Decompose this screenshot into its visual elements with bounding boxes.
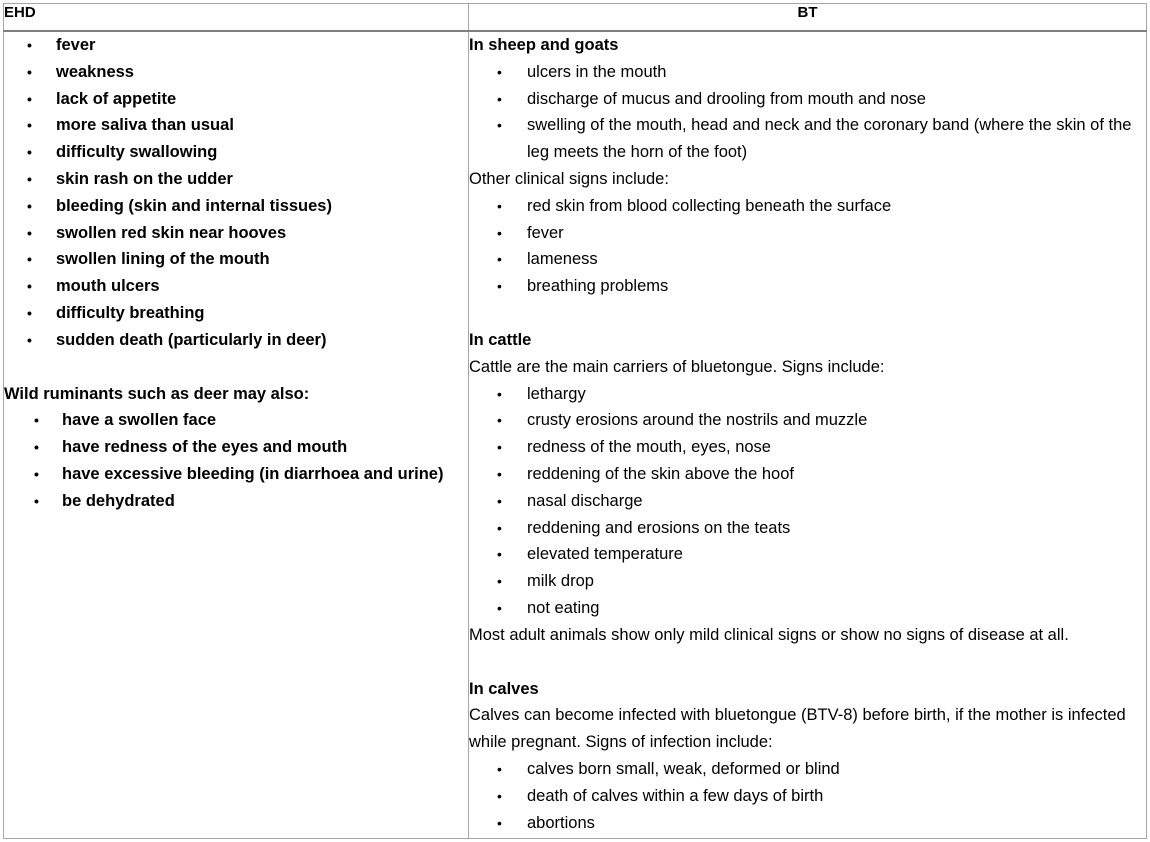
spacer (4, 354, 468, 381)
bullet-icon: • (497, 760, 502, 777)
list-item-text: elevated temperature (527, 545, 683, 564)
list-item-text: abortions (527, 813, 595, 832)
ehd-wild-signs-list (4, 407, 468, 514)
list-item (4, 86, 468, 113)
list-item-text: sudden death (particularly in deer) (56, 330, 327, 349)
bullet-icon: • (27, 224, 32, 241)
list-item-text: difficulty swallowing (56, 143, 218, 162)
bt-cattle-signs-list (469, 381, 1146, 622)
list-item (4, 246, 468, 273)
bullet-icon: • (27, 144, 32, 161)
list-item-text: not eating (527, 598, 600, 617)
bullet-icon: • (497, 465, 502, 482)
list-item (469, 434, 1146, 461)
list-item (469, 407, 1146, 434)
list-item (469, 193, 1146, 220)
list-item (469, 112, 1146, 166)
bullet-icon: • (34, 439, 39, 456)
bullet-icon: • (27, 90, 32, 107)
bt-cell (469, 31, 1147, 839)
bullet-icon: • (497, 787, 502, 804)
bullet-icon: • (27, 170, 32, 187)
bullet-icon: • (497, 278, 502, 295)
list-item (469, 86, 1146, 113)
list-item-text: redness of the mouth, eyes, nose (527, 438, 771, 457)
list-item-text: red skin from blood collecting beneath the surface (527, 196, 892, 215)
spacer (469, 649, 1146, 676)
bullet-icon: • (497, 439, 502, 456)
bullet-icon: • (27, 63, 32, 80)
content-row (4, 31, 1147, 839)
list-item (469, 461, 1146, 488)
list-item-text: discharge of mucus and drooling from mouth and nose (527, 89, 926, 108)
list-item (469, 783, 1146, 810)
list-item-text: reddening and erosions on the teats (527, 518, 791, 537)
list-item (469, 59, 1146, 86)
list-item-text: mouth ulcers (56, 277, 160, 296)
bt-calves-signs-list (469, 756, 1146, 836)
bullet-icon: • (27, 331, 32, 348)
list-item-text: difficulty breathing (56, 303, 205, 322)
bullet-icon: • (27, 304, 32, 321)
list-item-text: ulcers in the mouth (527, 62, 667, 81)
list-item-text: breathing problems (527, 277, 669, 296)
bullet-icon: • (27, 278, 32, 295)
list-item (4, 193, 468, 220)
list-item (4, 139, 468, 166)
symptoms-table (3, 3, 1147, 839)
header-bt: BT (469, 4, 1147, 32)
list-item (469, 220, 1146, 247)
list-item (4, 461, 468, 488)
bullet-icon: • (497, 519, 502, 536)
ehd-signs-list (4, 32, 468, 354)
bullet-icon: • (497, 197, 502, 214)
list-item-text: swollen red skin near hooves (56, 223, 287, 242)
list-item-text: lameness (527, 250, 598, 269)
list-item-text: calves born small, weak, deformed or blind (527, 759, 840, 778)
list-item-text: more saliva than usual (56, 116, 234, 135)
bt-calves-intro: Calves can become infected with bluetongue (BTV-8) before birth, if the mother is infected while pregnant. Signs of infection include: (469, 706, 1126, 752)
list-item-text: bleeding (skin and internal tissues) (56, 196, 332, 215)
bullet-icon: • (497, 224, 502, 241)
list-item-text: have excessive bleeding (in diarrhoea and urine) (62, 464, 444, 483)
list-item (4, 166, 468, 193)
bt-sheep-other-intro: Other clinical signs include: (469, 169, 669, 188)
bullet-icon: • (497, 599, 502, 616)
list-item-text: skin rash on the udder (56, 169, 233, 188)
list-item (469, 810, 1146, 837)
header-row (4, 4, 1147, 32)
list-item (469, 515, 1146, 542)
list-item-text: crusty erosions around the nostrils and muzzle (527, 411, 868, 430)
bullet-icon: • (27, 197, 32, 214)
bullet-icon: • (497, 492, 502, 509)
bt-cattle-intro: Cattle are the main carriers of bluetongue. Signs include: (469, 357, 885, 376)
bullet-icon: • (497, 63, 502, 80)
bullet-icon: • (497, 385, 502, 402)
list-item-text: reddening of the skin above the hoof (527, 464, 794, 483)
list-item-text: weakness (56, 62, 134, 81)
list-item-text: have a swollen face (62, 411, 217, 430)
list-item (469, 541, 1146, 568)
spacer (469, 300, 1146, 327)
bullet-icon: • (27, 251, 32, 268)
list-item-text: lack of appetite (56, 89, 177, 108)
bt-cattle-heading: In cattle (469, 330, 532, 349)
ehd-wild-intro: Wild ruminants such as deer may also: (4, 384, 310, 403)
list-item-text: swollen lining of the mouth (56, 250, 270, 269)
bullet-icon: • (497, 412, 502, 429)
bullet-icon: • (497, 573, 502, 590)
list-item (469, 488, 1146, 515)
list-item (4, 434, 468, 461)
bullet-icon: • (27, 37, 32, 53)
bullet-icon: • (34, 492, 39, 509)
list-item-text: lethargy (527, 384, 586, 403)
bullet-icon: • (497, 90, 502, 107)
list-item (4, 112, 468, 139)
list-item-text: be dehydrated (62, 491, 175, 510)
list-item-text: fever (56, 36, 96, 54)
list-item (4, 59, 468, 86)
bullet-icon: • (27, 117, 32, 134)
bullet-icon: • (497, 546, 502, 563)
list-item (4, 488, 468, 515)
list-item (469, 568, 1146, 595)
bt-sheep-signs-list (469, 59, 1146, 166)
list-item-text: death of calves within a few days of birth (527, 786, 824, 805)
list-item-text: fever (527, 223, 564, 242)
list-item (469, 246, 1146, 273)
list-item (469, 756, 1146, 783)
list-item (469, 595, 1146, 622)
bt-cattle-note: Most adult animals show only mild clinical signs or show no signs of disease at all. (469, 625, 1069, 644)
bullet-icon: • (34, 412, 39, 429)
bt-sheep-other-signs-list (469, 193, 1146, 300)
list-item (469, 273, 1146, 300)
ehd-cell (4, 31, 469, 839)
bullet-icon: • (497, 117, 502, 134)
list-item (4, 220, 468, 247)
bullet-icon: • (497, 814, 502, 831)
list-item (4, 407, 468, 434)
list-item (4, 300, 468, 327)
list-item-text: milk drop (527, 572, 594, 591)
bt-sheep-heading: In sheep and goats (469, 36, 619, 54)
list-item (4, 273, 468, 300)
bullet-icon: • (497, 251, 502, 268)
list-item (4, 327, 468, 354)
list-item (469, 381, 1146, 408)
header-ehd: EHD (4, 4, 469, 32)
bt-calves-heading: In calves (469, 679, 539, 698)
list-item-text: swelling of the mouth, head and neck and the coronary band (where the skin of the leg meets the horn of the foot) (527, 116, 1132, 162)
list-item (4, 32, 468, 59)
list-item-text: have redness of the eyes and mouth (62, 438, 348, 457)
bullet-icon: • (34, 465, 39, 482)
list-item-text: nasal discharge (527, 491, 643, 510)
